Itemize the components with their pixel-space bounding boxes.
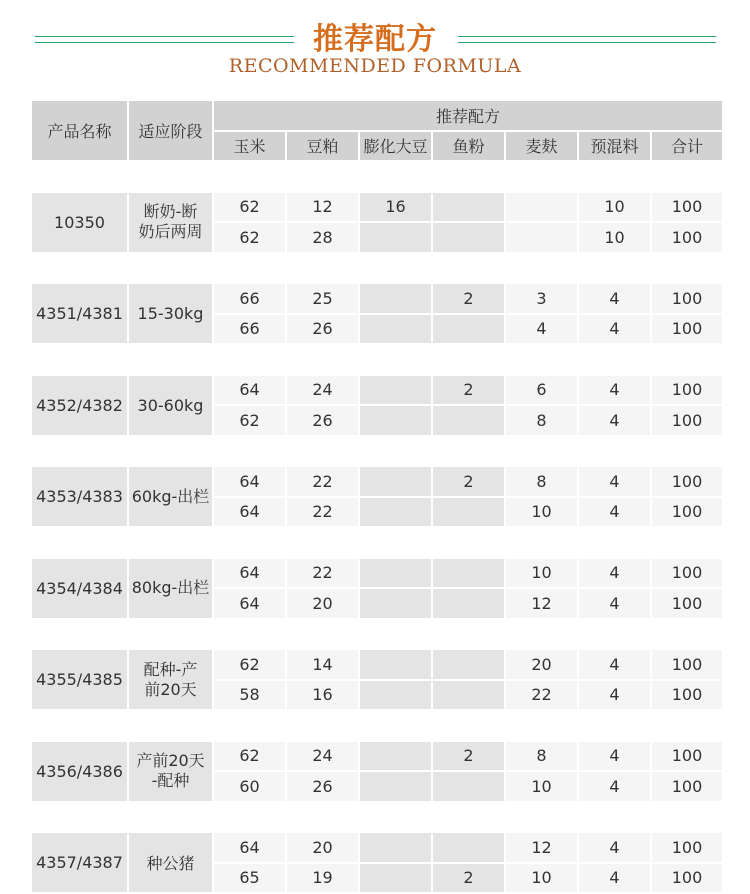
value-cell: 2 (433, 284, 504, 313)
stage-line: 断奶-断 (143, 202, 198, 221)
value-cell: 100 (652, 833, 722, 862)
stage-cell (129, 650, 212, 709)
value-cell: 28 (287, 223, 358, 252)
group-gap (32, 254, 722, 283)
col-header-ingredient: 合计 (652, 132, 722, 161)
value-cell: 100 (652, 681, 722, 710)
group-gap (32, 620, 722, 649)
value-cell: 12 (506, 833, 577, 862)
product-name-cell: 4356/4386 (32, 742, 127, 801)
stage-cell (129, 467, 212, 526)
value-cell: 8 (506, 742, 577, 771)
value-cell: 25 (287, 284, 358, 313)
stage-line: 种公猪 (146, 854, 195, 873)
stage-line: 80kg-出栏 (131, 578, 210, 597)
value-cell: 4 (579, 681, 650, 710)
value-cell: 62 (214, 742, 285, 771)
stage-line: -配种 (151, 771, 190, 790)
value-cell: 100 (652, 864, 722, 893)
stage-line: 15-30kg (137, 304, 204, 323)
stage-cell (129, 193, 212, 252)
table-row (32, 376, 722, 405)
value-cell: 12 (506, 589, 577, 618)
value-cell (360, 315, 431, 344)
value-cell (360, 772, 431, 801)
value-cell (360, 650, 431, 679)
value-cell: 4 (579, 742, 650, 771)
value-cell (433, 406, 504, 435)
col-header-product: 产品名称 (32, 101, 127, 160)
value-cell: 62 (214, 193, 285, 222)
stage-line: 60kg-出栏 (131, 486, 210, 506)
value-cell: 100 (652, 650, 722, 679)
value-cell: 66 (214, 284, 285, 313)
value-cell: 4 (579, 284, 650, 313)
value-cell (360, 681, 431, 710)
value-cell: 64 (214, 559, 285, 588)
value-cell: 4 (579, 589, 650, 618)
value-cell: 100 (652, 406, 722, 435)
value-cell: 100 (652, 315, 722, 344)
value-cell (360, 589, 431, 618)
value-cell: 12 (287, 193, 358, 222)
value-cell (360, 284, 431, 313)
value-cell: 4 (579, 833, 650, 862)
value-cell: 22 (287, 498, 358, 527)
value-cell: 2 (433, 864, 504, 893)
value-cell (433, 589, 504, 618)
value-cell: 100 (652, 772, 722, 801)
value-cell: 8 (506, 467, 577, 496)
value-cell (433, 193, 504, 222)
value-cell (433, 681, 504, 710)
product-name-cell: 4352/4382 (32, 376, 127, 435)
value-cell: 16 (287, 681, 358, 710)
value-cell: 2 (433, 467, 504, 496)
col-header-ingredient: 鱼粉 (433, 132, 504, 161)
value-cell: 10 (506, 772, 577, 801)
value-cell (506, 193, 577, 222)
value-cell: 6 (506, 376, 577, 405)
formula-table (30, 99, 724, 894)
value-cell: 62 (214, 406, 285, 435)
group-gap (32, 345, 722, 374)
table-row (32, 742, 722, 771)
value-cell: 4 (579, 559, 650, 588)
value-cell: 14 (287, 650, 358, 679)
value-cell: 19 (287, 864, 358, 893)
value-cell (360, 833, 431, 862)
col-header-group: 推荐配方 (214, 101, 722, 130)
table-row (32, 193, 722, 222)
product-name-cell: 4351/4381 (32, 284, 127, 343)
value-cell: 26 (287, 406, 358, 435)
col-header-ingredient: 玉米 (214, 132, 285, 161)
product-name-cell: 4355/4385 (32, 650, 127, 709)
value-cell: 24 (287, 742, 358, 771)
value-cell: 8 (506, 406, 577, 435)
value-cell: 64 (214, 498, 285, 527)
value-cell (360, 223, 431, 252)
value-cell (433, 315, 504, 344)
value-cell: 20 (287, 833, 358, 862)
value-cell: 64 (214, 589, 285, 618)
value-cell: 10 (579, 193, 650, 222)
group-gap (32, 437, 722, 466)
value-cell: 2 (433, 376, 504, 405)
table-row (32, 559, 722, 588)
value-cell: 2 (433, 742, 504, 771)
table-row (32, 284, 722, 313)
value-cell: 100 (652, 223, 722, 252)
stage-cell (129, 742, 212, 801)
value-cell (433, 650, 504, 679)
value-cell: 62 (214, 223, 285, 252)
stage-line: 30-60kg (137, 395, 204, 415)
stage-line: 前20天 (144, 679, 197, 699)
value-cell (433, 772, 504, 801)
value-cell (506, 223, 577, 252)
stage-line: 奶后两周 (138, 222, 203, 241)
value-cell: 10 (506, 498, 577, 527)
value-cell: 64 (214, 467, 285, 496)
value-cell: 4 (579, 467, 650, 496)
value-cell (360, 376, 431, 405)
value-cell: 3 (506, 284, 577, 313)
value-cell: 4 (579, 772, 650, 801)
value-cell: 16 (360, 193, 431, 222)
value-cell: 4 (579, 376, 650, 405)
value-cell: 22 (287, 467, 358, 496)
col-header-stage: 适应阶段 (129, 101, 212, 160)
group-gap (32, 528, 722, 557)
value-cell: 26 (287, 772, 358, 801)
value-cell: 4 (579, 864, 650, 893)
value-cell: 100 (652, 589, 722, 618)
page-subtitle: RECOMMENDED FORMULA (228, 55, 522, 77)
value-cell (360, 742, 431, 771)
page-header (0, 0, 750, 95)
value-cell: 4 (579, 315, 650, 344)
value-cell: 10 (506, 559, 577, 588)
group-gap (32, 162, 722, 191)
stage-line: 配种-产 (143, 659, 198, 679)
value-cell (433, 498, 504, 527)
value-cell (360, 467, 431, 496)
value-cell: 60 (214, 772, 285, 801)
group-gap (32, 711, 722, 740)
stage-cell (129, 284, 212, 343)
value-cell: 4 (579, 406, 650, 435)
table-row (32, 833, 722, 862)
value-cell: 100 (652, 376, 722, 405)
value-cell: 100 (652, 193, 722, 222)
product-name-cell: 4354/4384 (32, 559, 127, 618)
value-cell: 100 (652, 742, 722, 771)
value-cell: 66 (214, 315, 285, 344)
value-cell: 10 (579, 223, 650, 252)
value-cell: 100 (652, 284, 722, 313)
col-header-ingredient: 麦麸 (506, 132, 577, 161)
stage-line: 产前20天 (136, 751, 205, 770)
value-cell: 10 (506, 864, 577, 893)
stage-cell (129, 559, 212, 618)
product-name-cell: 4357/4387 (32, 833, 127, 892)
table-row (32, 467, 722, 496)
value-cell (433, 223, 504, 252)
product-name-cell: 10350 (32, 193, 127, 252)
value-cell: 22 (287, 559, 358, 588)
stage-cell (129, 376, 212, 435)
value-cell: 100 (652, 559, 722, 588)
col-header-ingredient: 预混料 (579, 132, 650, 161)
value-cell: 22 (506, 681, 577, 710)
value-cell: 24 (287, 376, 358, 405)
stage-cell (129, 833, 212, 892)
value-cell: 26 (287, 315, 358, 344)
value-cell: 64 (214, 833, 285, 862)
group-gap (32, 803, 722, 832)
value-cell (360, 498, 431, 527)
product-name-cell: 4353/4383 (32, 467, 127, 526)
value-cell: 64 (214, 376, 285, 405)
value-cell: 4 (506, 315, 577, 344)
table-row (32, 650, 722, 679)
col-header-ingredient: 豆粕 (287, 132, 358, 161)
col-header-ingredient: 膨化大豆 (360, 132, 431, 161)
value-cell (360, 864, 431, 893)
value-cell (360, 406, 431, 435)
value-cell: 4 (579, 498, 650, 527)
value-cell (360, 559, 431, 588)
value-cell: 100 (652, 498, 722, 527)
page-title: 推荐配方 (313, 22, 437, 57)
value-cell: 4 (579, 650, 650, 679)
value-cell: 20 (287, 589, 358, 618)
value-cell: 58 (214, 681, 285, 710)
value-cell: 100 (652, 467, 722, 496)
value-cell: 65 (214, 864, 285, 893)
value-cell: 62 (214, 650, 285, 679)
value-cell: 20 (506, 650, 577, 679)
value-cell (433, 559, 504, 588)
value-cell (433, 833, 504, 862)
